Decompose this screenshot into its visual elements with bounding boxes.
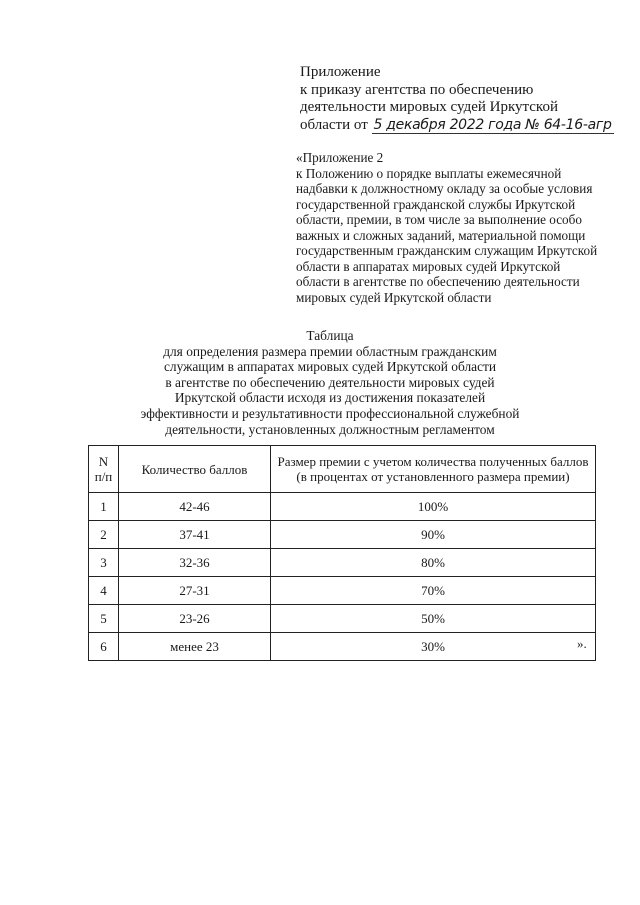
header-number-line: N [98,454,109,469]
header-bonus [271,446,596,493]
row-number: 6 [89,633,119,661]
row-bonus: 30% [271,633,596,661]
table-header-row [89,446,596,493]
appendix-date-line [300,117,630,135]
table-title-line: в агентстве по обеспечению деятельности мировых судей [165,374,495,390]
closing-quote-mark: ». [577,636,587,651]
header-number [89,446,119,493]
row-points: 42-46 [119,493,271,521]
date-line-prefix: области от [300,116,368,133]
bonus-table [88,445,596,661]
table-title-line: эффективности и результативности профессиональной служебной [140,405,520,421]
table-row [89,605,596,633]
row-points: 27-31 [119,577,271,605]
regulation-line: государственным гражданским служащим Иркутской [296,243,598,258]
appendix-header [300,64,630,134]
regulation-reference [296,150,616,305]
appendix-header-line: деятельности мировых судей Иркутской [300,99,558,115]
row-number: 2 [89,521,119,549]
regulation-line: мировых судей Иркутской области [296,289,492,305]
table-title-line: деятельности, установленных должностным регламентом [165,421,495,437]
row-points: менее 23 [119,633,271,661]
handwritten-date-number: 5 декабря 2022 года № 64-16-агр [373,116,612,133]
header-bonus-line: Размер премии с учетом количества полученных баллов [277,454,589,469]
row-points: 23-26 [119,605,271,633]
table-row [89,577,596,605]
row-points: 32-36 [119,549,271,577]
row-bonus: 50% [271,605,596,633]
table-title-line: Таблица [306,328,354,343]
row-bonus: 100% [271,493,596,521]
regulation-line: «Приложение 2 [296,150,384,165]
header-number-line: п/п [94,469,113,484]
regulation-line: области, премии, в том числе за выполнение особо [296,212,582,227]
table-row [89,493,596,521]
regulation-line: важных и сложных заданий, материальной помощи [296,227,586,243]
regulation-line: области в агентстве по обеспечению деятельности [296,274,580,289]
regulation-line: к Положению о порядке выплаты ежемесячной [296,165,562,181]
row-number: 4 [89,577,119,605]
table-title [100,328,560,437]
row-number: 3 [89,549,119,577]
regulation-line: государственной гражданской службы Иркутской [296,196,576,212]
row-bonus: 90% [271,521,596,549]
row-points: 37-41 [119,521,271,549]
row-bonus: 70% [271,577,596,605]
appendix-header-line: к приказу агентства по обеспечению [300,81,534,98]
table-row [89,521,596,549]
row-bonus: 80% [271,549,596,577]
table-row [89,549,596,577]
table-title-line: для определения размера премии областным гражданским [163,343,497,359]
appendix-header-line: Приложение [300,64,381,80]
table-title-line: служащим в аппаратах мировых судей Иркутской области [163,359,497,375]
regulation-line: области в аппаратах мировых судей Иркутской [296,258,561,274]
row-number: 1 [89,493,119,521]
table-row [89,633,596,661]
header-bonus-line: (в процентах от установленного размера премии) [296,469,570,484]
regulation-line: надбавки к должностному окладу за особые условия [296,181,593,196]
table-title-line: Иркутской области исходя из достижения показателей [174,390,486,406]
header-points: Количество баллов [119,446,271,493]
row-number: 5 [89,605,119,633]
